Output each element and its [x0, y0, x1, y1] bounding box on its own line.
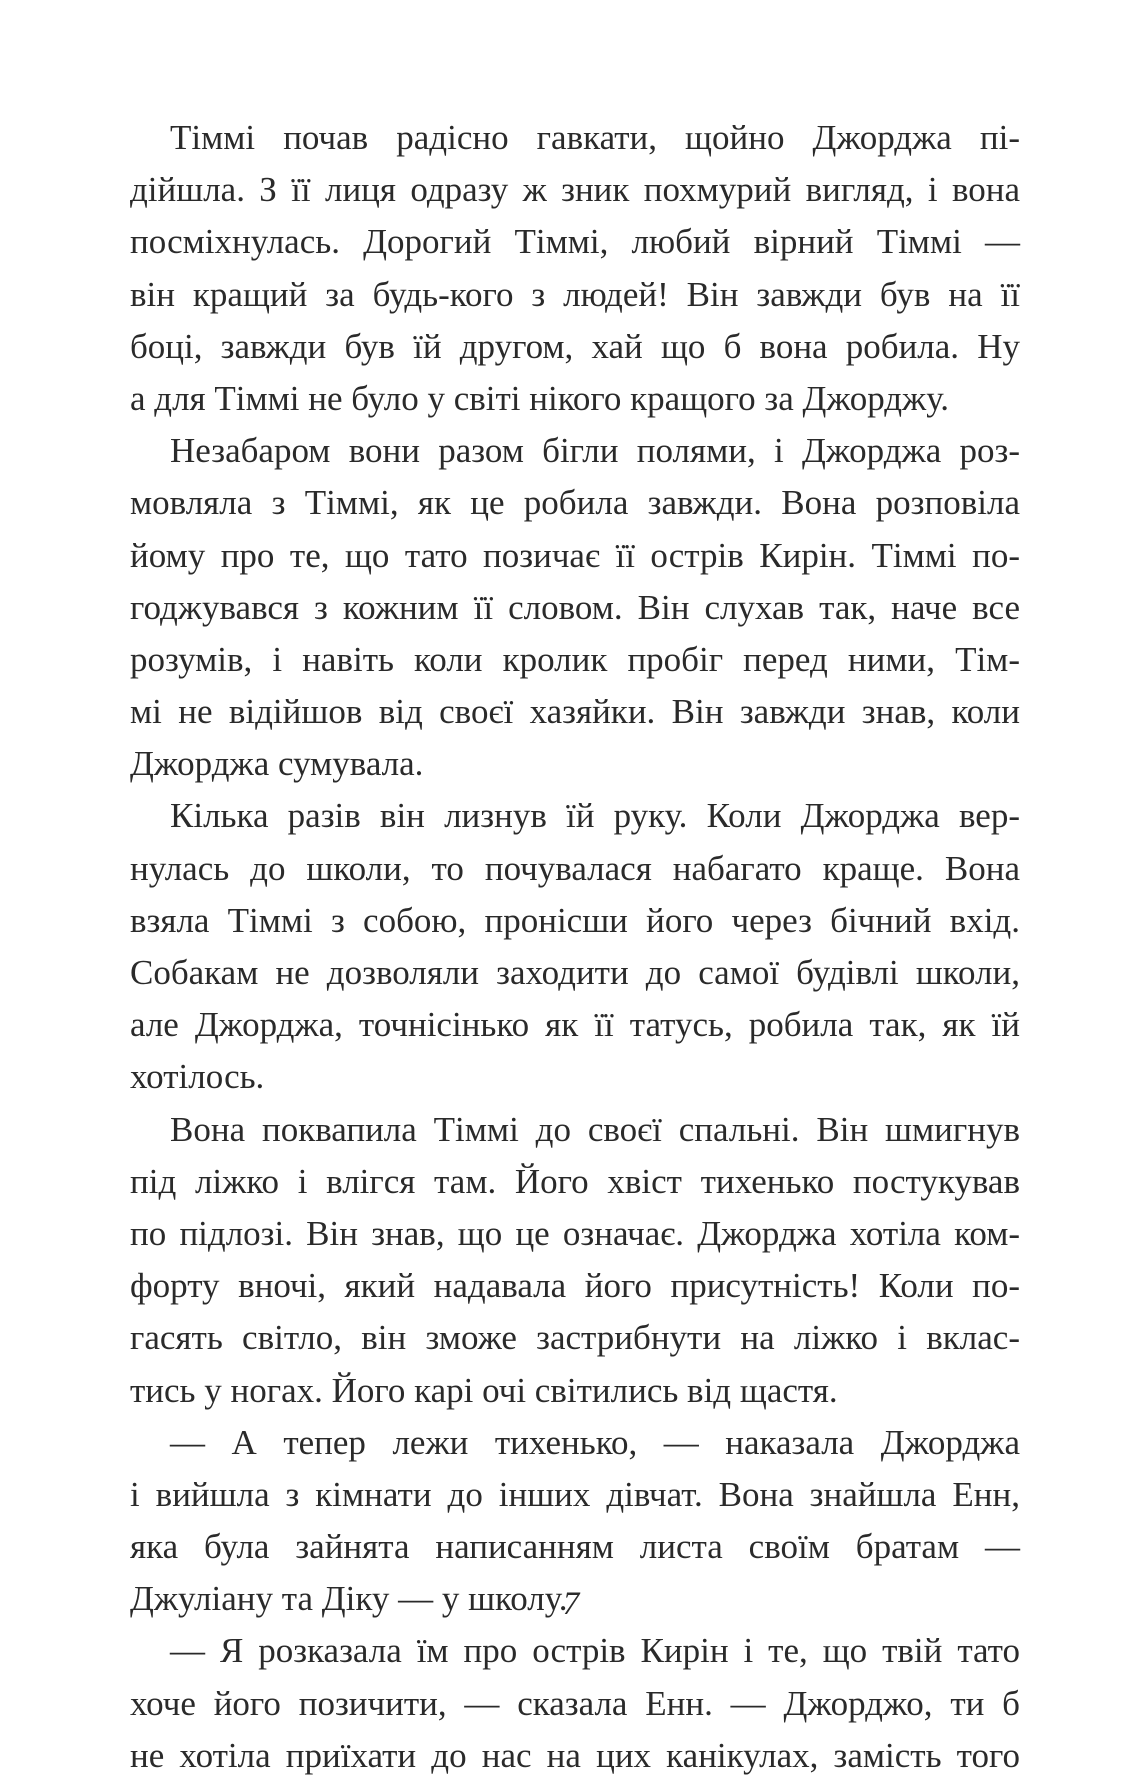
text-line: взяла Тіммі з собою, пронісши його через бічний вхід.	[130, 900, 1020, 940]
page-number: 7	[562, 1586, 580, 1622]
text-line: Джуліану та Діку — у школу.	[130, 1579, 568, 1619]
paragraph	[130, 1625, 1020, 1782]
text-line: — А тепер лежи тихенько, — наказала Джорджа	[170, 1422, 1020, 1462]
text-line: розумів, і навіть коли кролик пробіг перед ними, Тім-	[130, 639, 1020, 679]
text-line: мовляла з Тіммі, як це робила завжди. Вона розповіла	[130, 483, 1020, 523]
text-line: Кілька разів він лизнув їй руку. Коли Джорджа вер-	[170, 796, 1020, 836]
text-line: форту вночі, який надавала його присутність! Коли по-	[130, 1266, 1020, 1306]
text-line: Вона поквапила Тіммі до своєї спальні. Він шмигнув	[170, 1109, 1020, 1149]
text-line: тись у ногах. Його карі очі світились від щастя.	[130, 1370, 838, 1410]
text-line: хоче його позичити, — сказала Енн. — Джорджо, ти б	[130, 1683, 1020, 1723]
text-line: Собакам не дозволяли заходити до самої будівлі школи,	[130, 953, 1020, 992]
paragraph	[130, 790, 1020, 1103]
text-line: посміхнулась. Дорогий Тіммі, любий вірний Тіммі —	[130, 222, 1020, 262]
text-line: хотілось.	[130, 1057, 265, 1097]
body-text	[130, 112, 1020, 1782]
text-line: але Джорджа, точнісінько як її татусь, робила так, як їй	[130, 1005, 1020, 1045]
text-line: гасять світло, він зможе застрибнути на ліжко і вклас-	[130, 1318, 1020, 1358]
paragraph	[130, 112, 1020, 425]
text-line: а для Тіммі не було у світі нікого кращого за Джорджу.	[130, 378, 949, 418]
text-line: Джорджа сумувала.	[130, 744, 424, 784]
text-line: не хотіла приїхати до нас на цих канікулах, замість того	[130, 1735, 1020, 1775]
text-line: і вийшла з кімнати до інших дівчат. Вона знайшла Енн,	[130, 1474, 1020, 1514]
text-line: він кращий за будь-кого з людей! Він завжди був на її	[130, 274, 1020, 314]
text-line: яка була зайнята написанням листа своїм братам —	[130, 1527, 1020, 1567]
paragraph	[130, 425, 1020, 790]
text-line: йому про те, що тато позичає її острів Кирін. Тіммі по-	[130, 535, 1020, 575]
text-line: по підлозі. Він знав, що це означає. Джорджа хотіла ком-	[130, 1213, 1020, 1253]
text-line: дійшла. З її лиця одразу ж зник похмурий вигляд, і вона	[130, 170, 1020, 210]
text-line: — Я розказала їм про острів Кирін і те, що твій тато	[170, 1631, 1020, 1671]
text-line: нулась до школи, то почувалася набагато краще. Вона	[130, 848, 1020, 888]
text-line: Незабаром вони разом бігли полями, і Джорджа роз-	[170, 431, 1020, 471]
text-line: Тіммі почав радісно гавкати, щойно Джорджа пі-	[170, 118, 1020, 157]
text-line: під ліжко і влігся там. Його хвіст тихенько постукував	[130, 1161, 1020, 1201]
text-line: годжувався з кожним її словом. Він слухав так, наче все	[130, 587, 1020, 627]
paragraph	[130, 1104, 1020, 1417]
text-line: боці, завжди був їй другом, хай що б вона робила. Ну	[130, 326, 1020, 366]
text-line: мі не відійшов від своєї хазяйки. Він завжди знав, коли	[130, 692, 1020, 732]
